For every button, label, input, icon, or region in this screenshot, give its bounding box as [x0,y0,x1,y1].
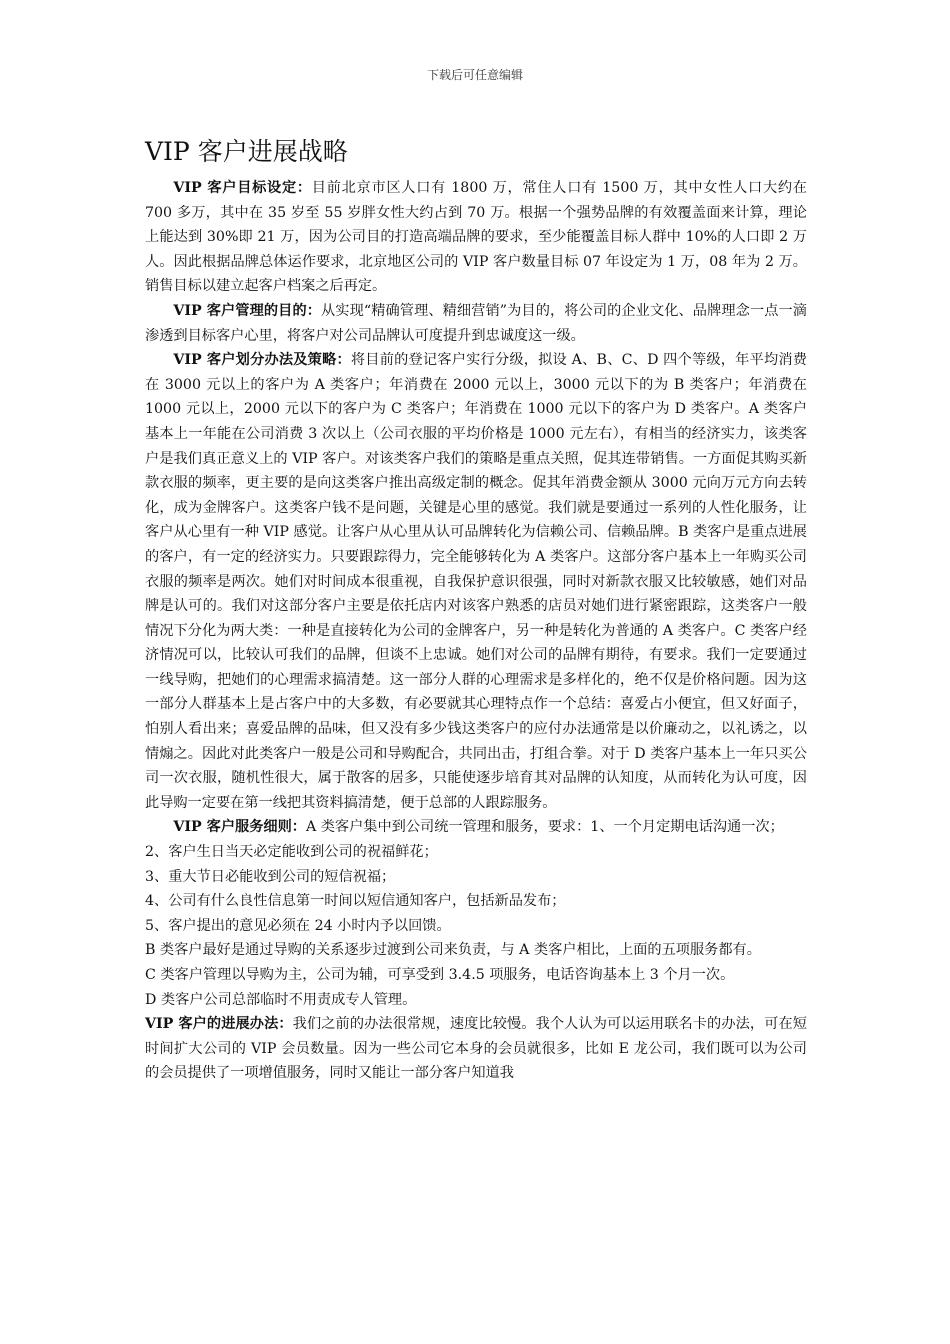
section-heading: VIP 客户管理的目的： [173,302,322,319]
section-heading: VIP 客户目标设定： [173,180,312,196]
section-text: 将目前的登记客户实行分级，拟设 A、B、C、D 四个等级，年平均消费在 3000 元以上的客户为 A 类客户；年消费在 2000 元以上，3000 元以下的为 B 类客户；年消费在 1000 元以上，2000 元以下的客户为 C 类客户；年消费在 1000 元以下的客户为 D 类客户。A 类客户基本上一年能在公司消费 3 次以上（公司衣服的平均价格是 1000 元左右），有相当的经济实力，该类客户是我们真正意义上的 VIP 客户。对该类客户我们的策略是重点关照，促其连带销售。一方面促其购买新款衣服的频率，更主要的是向这类客户推出高级定制的概念。促其年消费金额从 3000 元向万元方向去转化，成为金牌客户。这类客户钱不是问题，关键是心里的感觉。我们就是要通过一系列的人性化服务，让客户从心里有一种 VIP 感觉。让客户从心里从认可品牌转化为信赖公司、信赖品牌。B 类客户是重点进展的客户，有一定的经济实力。只要跟踪得力，完全能够转化为 A 类客户。这部分客户基本上一年购买公司衣服的频率是两次。她们对时间成本很重视，自我保护意识很强，同时对新款衣服又比较敏感，她们对品牌是认可的。我们对这部分客户主要是依托店内对该客户熟悉的店员对她们进行紧密跟踪，这类客户一般情况下分化为两大类：一种是直接转化为公司的金牌客户，另一种是转化为普通的 A 类客户。C 类客户经济情况可以，比较认可我们的品牌，但谈不上忠诚。她们对公司的品牌有期待，有要求。我们一定要通过一线导购，把她们的心理需求搞清楚。这一部分人群的心理需求是多样化的，绝不仅是价格问题。因为这一部分人群基本上是占客户中的大多数，有必要就其心理特点作一个总结：喜爱占小便宜，但又好面子，怕别人看出来；喜爱品牌的品味，但又没有多少钱这类客户的应付办法通常是以价廉动之，以礼诱之，以情煽之。因此对此类客户一般是公司和导购配合，共同出击，打组合拳。对于 D 类客户基本上一年只买公司一次衣服，随机性很大，属于散客的居多，只能使逐步培育其对品牌的认知度，从而转化为认可度，因此导购一定要在第一线把其资料搞清楚，便于总部的人跟踪服务。 [145,352,807,811]
service-note: B 类客户最好是通过导购的关系逐步过渡到公司来负责，与 A 类客户相比，上面的五项服务都有。 [145,942,761,959]
service-item: 3、重大节日必能收到公司的短信祝福； [145,868,396,885]
section-heading: VIP 客户划分办法及策略： [173,352,351,369]
header-note: 下载后可任意编辑 [426,68,523,82]
service-note: C 类客户管理以导购为主，公司为辅，可享受到 3.4.5 项服务，电话咨询基本上 3 个月一次。 [145,967,735,983]
document-body [145,176,807,1086]
service-note: D 类客户公司总部临时不用责成专人管理。 [145,991,417,1008]
paragraph-classification [145,348,807,815]
service-item: 2、客户生日当天必定能收到公司的祝福鲜花； [145,844,438,861]
section-text: A 类客户集中到公司统一管理和服务，要求：1、一个月定期电话沟通一次； [305,819,784,836]
section-text: 目前北京市区人口有 1800 万，常住人口有 1500 万，其中女性人口大约在 700 多万，其中在 35 岁至 55 岁胖女性大约占到 70 万。根据一个强势品牌的有效覆盖面来计算，理论上能达到 30%即 21 万，因为公司目的打造高端品牌的要求，至少能覆盖目标人群中 10%的人口即 2 万人。因此根据品牌总体运作要求，北京地区公司的 VIP 客户数量目标 07 年设定为 1 万，08 年为 2 万。销售目标以建立起客户档案之后再定。 [145,180,807,295]
section-text: 从实现“精确管理、精细营销”为目的，将公司的企业文化、品牌理念一点一滴渗透到目标客户心里，将客户对公司品牌认可度提升到忠诚度这一级。 [145,302,807,344]
paragraph-target [145,176,807,299]
service-item: 4、公司有什么良性信息第一时间以短信通知客户，包括新品发布； [145,893,566,910]
paragraph-service [145,815,807,840]
service-item: 5、客户提出的意见必须在 24 小时内予以回馈。 [145,917,451,934]
document-title: VIP 客户进展战略 [145,137,348,166]
section-text: 我们之前的办法很常规，速度比较慢。我个人认为可以运用联名卡的办法，可在短时间扩大公司的 VIP 会员数量。因为一些公司它本身的会员就很多，比如 E 龙公司，我们既可以为公司的会员提供了一项增值服务，同时又能让一部分客户知道我 [145,1016,807,1082]
section-heading: VIP 客户服务细则： [173,819,306,836]
paragraph-development [145,1012,807,1086]
paragraph-purpose [145,299,807,348]
section-heading: VIP 客户的进展办法： [145,1016,293,1033]
